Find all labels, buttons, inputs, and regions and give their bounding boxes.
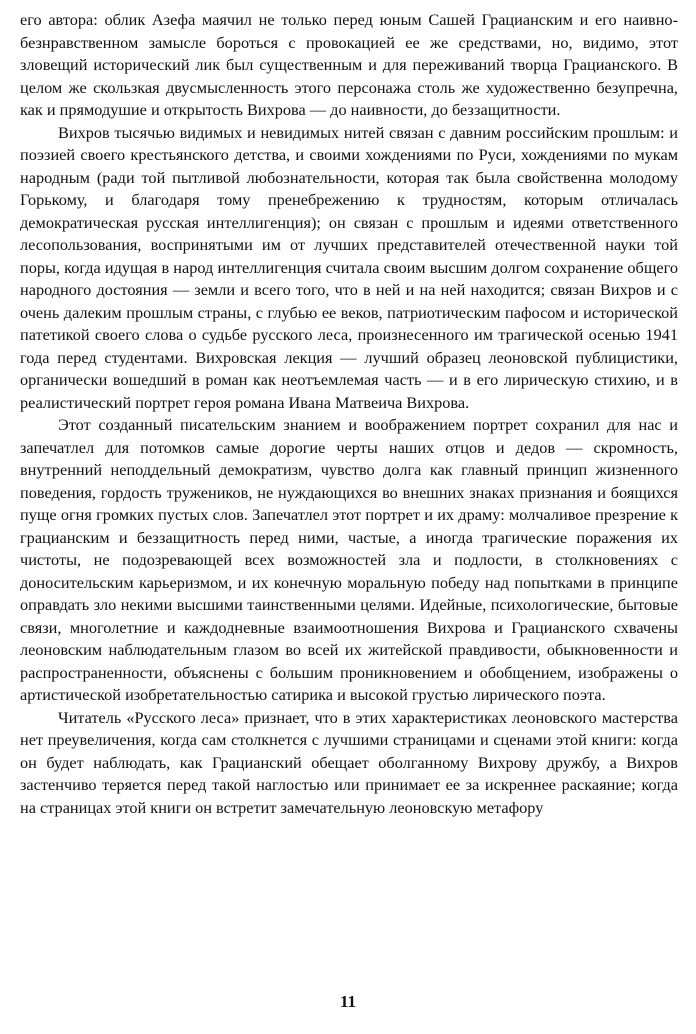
paragraph-3: Этот созданный писательским знанием и воображением портрет сохранил для нас и запечатлел для потомков самые дорогие черты наших отцов и дедов — скромность, внутренний неподдельный демократизм, чувство долга как главный принцип жизненного поведения, гордость тружеников, не нуждающихся во внешних знаках признания и боящихся пуще огня громких пустых слов. Запечатлел этот портрет и их драму: молчаливое презрение к грацианским и беззащитность перед ними, частые, а иногда трагические поражения их чистоты, не подозревающей всех возможностей зла и подлости, в столкновениях с доносительским карьеризмом, и их конечную моральную победу над попытками в принципе оправдать зло некими высшими таинственными целями. Идейные, психологические, бытовые связи, многолетние и каждодневные взаимоотношения Вихрова и Грацианского схвачены леоновским наблюдательным глазом во всей их житейской правдивости, обыкновенности и распространенности, объяснены с большим проникновением и обобщением, изображены о артистической изобретательностью сатирика и высокой грустью лирического поэта. <box>20 415 678 704</box>
paragraph-1: его автора: облик Азефа маячил не только перед юным Сашей Грацианским и его наивно-безнравственном замысле бороться с провокацией ее же средствами, но, видимо, этот зловещий исторический лик был существенным и для переживаний творца Грацианского. В целом же скользкая двусмысленность этого персонажа столь же художественно безупречна, как и прямодушие и открытость Вихрова — до наивности, до беззащитности. <box>20 10 678 119</box>
paragraph-2: Вихров тысячью видимых и невидимых нитей связан с давним российским прошлым: и поэзией своего крестьянского детства, и своими хождениями по Руси, хождениями по мукам народным (ради той пытливой любознательности, которая так была свойственна молодому Горькому, и благодаря тому пренебрежению к трудностям, которым отличалась демократическая русская интеллигенция); он связан с прошлым и идеями ответственного лесопользования, воспринятыми им от лучших представителей отечественной науки той поры, когда идущая в народ интеллигенция считала своим высшим долгом сохранение общего народного достояния — земли и всего того, что в ней и на ней находится; связан Вихров и с очень далеким прошлым страны, с глубью ее веков, патриотическим пафосом и исторической патетикой своего слова о судьбе русского леса, произнесенного им трагической осенью 1941 года перед студентами. Вихровская лекция — лучший образец леоновской публицистики, органически вошедший в роман как неотъемлемая часть — и в его лирическую стихию, и в реалистический портрет героя романа Ивана Матвеича Вихрова. <box>20 122 678 412</box>
page-body <box>20 9 678 819</box>
page-number: 11 <box>339 992 357 1011</box>
paragraph-4: Читатель «Русского леса» признает, что в этих характеристиках леоновского мастерства нет преувеличения, когда сам столкнется с лучшими страницами и сценами этой книги: когда он будет наблюдать, как Грацианский обещает оболганному Вихрову дружбу, а Вихров застенчиво теряется перед такой наглостью или принимает ее за искреннее раскаяние; когда на страницах этой книги он встретит замечательную леоновскую метафору <box>20 707 678 817</box>
